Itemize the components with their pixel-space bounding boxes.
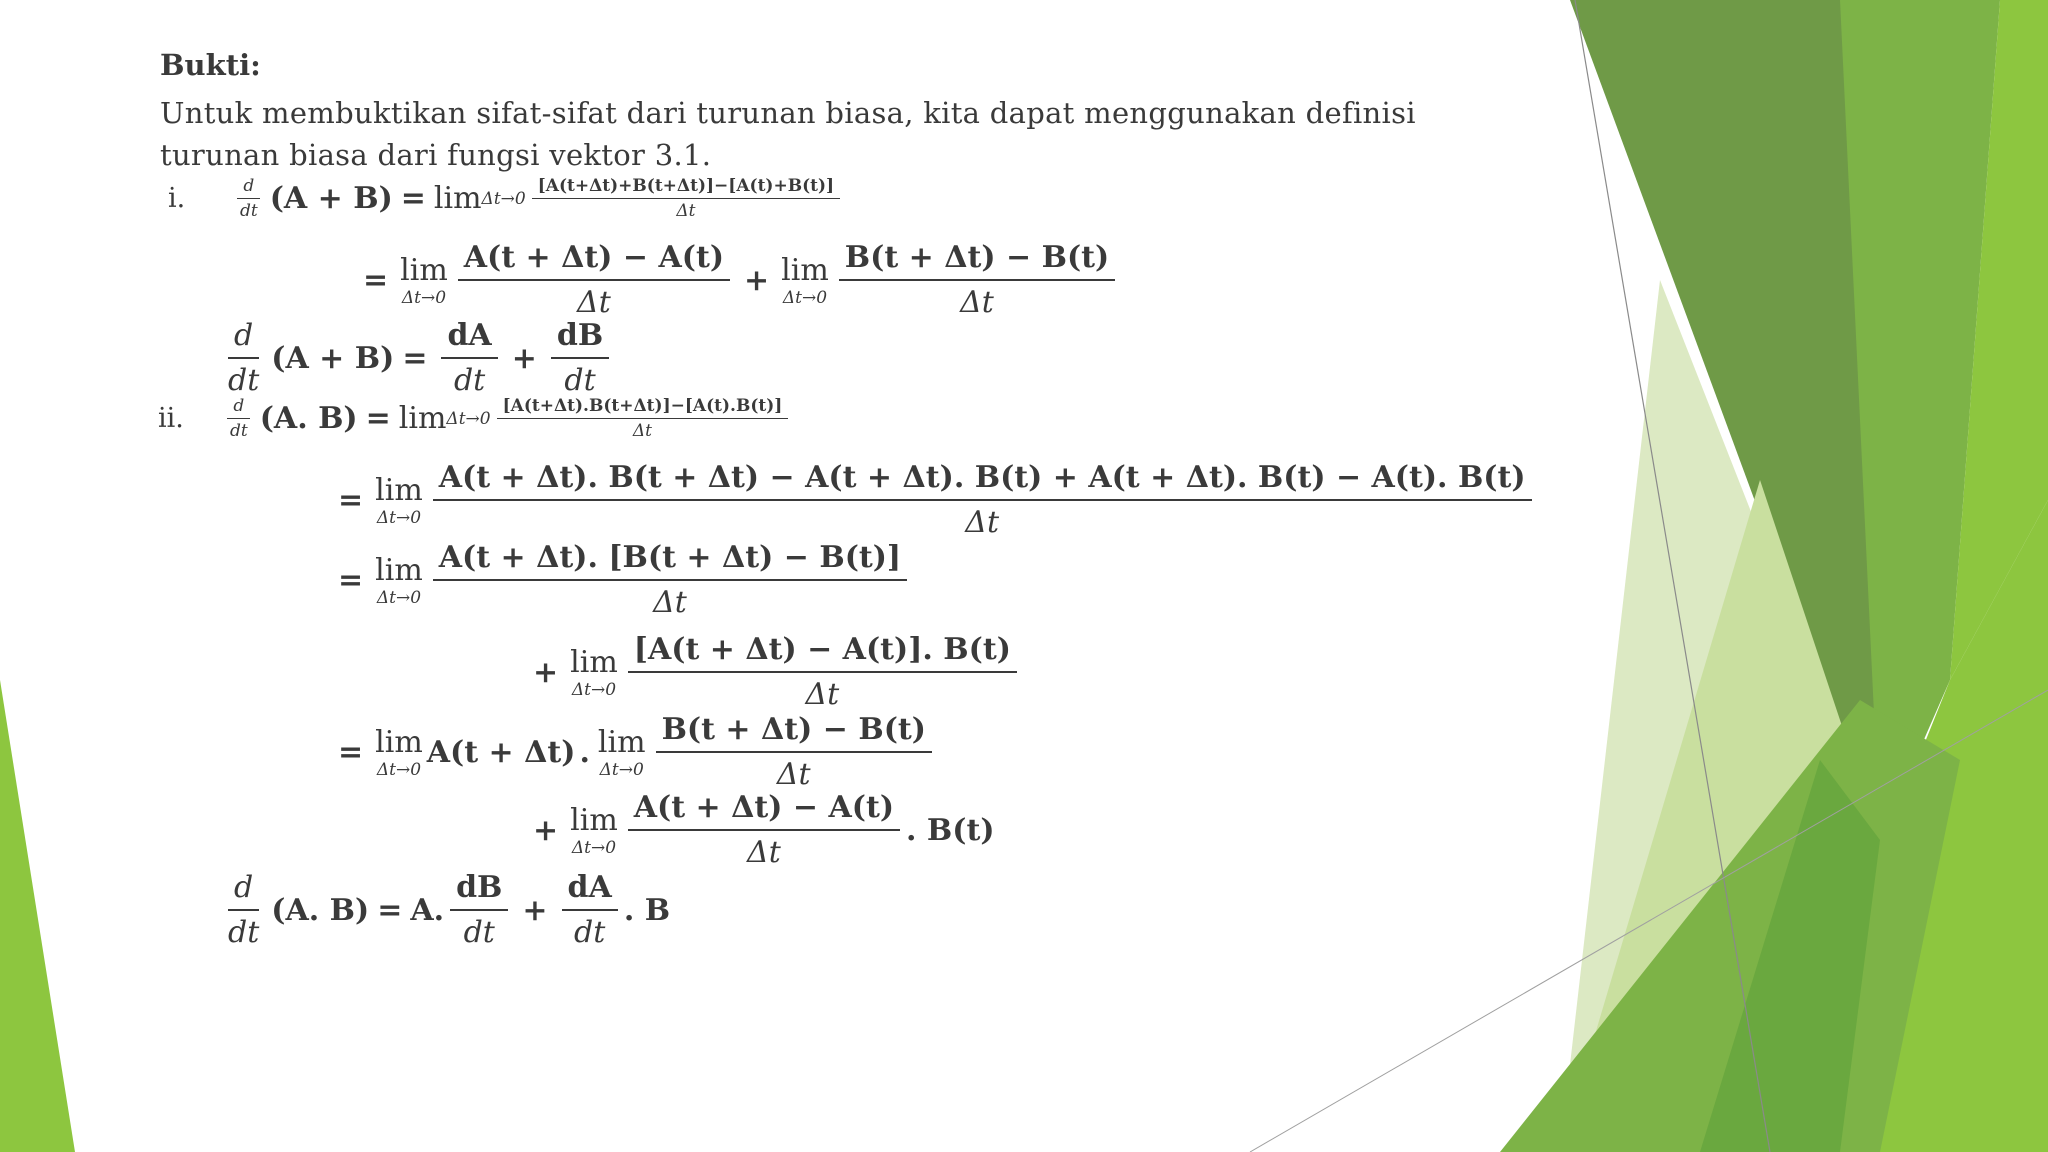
left-green-sliver: [0, 680, 75, 1152]
ii-long-quotient: A(t + Δt). B(t + Δt) − A(t + Δt). B(t) + A(t + Δt). B(t) − A(t). B(t) Δt: [433, 460, 1532, 540]
label-i: i.: [168, 183, 186, 214]
proof-ii-line-6: + lim Δt→0 $\frac{A(t + \Delta t) - A(t)}{\Delta t}$ . B(t): [533, 790, 995, 870]
proof-ii-result: $\frac{d}{dt}$ (A. B) = A. $\frac{dB}{dt}$ + $\frac{dA}{dt}$ . B: [228, 870, 671, 950]
slide-content: [160, 48, 1460, 176]
proof-i-line-1: i. $\frac{d}{dt}$ (A + B) = lim Δt→0 $\frac{[A(t+\Delta t)+B(t+\Delta t)]-[A(t)+B(t)]}{\Delta t}$: [168, 176, 846, 221]
proof-i-line-2: = lim Δt→0 $\frac{A(t + \Delta t) - A(t)}{\Delta t}$ + lim Δt→0 $\frac{B(t + \Delta t) - B(t)}{\Delta t}$: [355, 240, 1121, 320]
d-dt-fraction: $\frac{d}{dt}$: [234, 176, 264, 221]
A-difference-quotient: $\frac{A(t + \Delta t) - A(t)}{\Delta t}$: [458, 240, 730, 320]
label-ii: ii.: [158, 403, 184, 434]
limit: lim Δt→0: [781, 252, 829, 308]
proof-ii-line-4: + lim Δt→0 $\frac{[A(t + \Delta t) - A(t)]. B(t)}{\Delta t}$: [525, 632, 1023, 712]
proof-ii-line-3: = lim Δt→0 $\frac{A(t + \Delta t). [B(t + \Delta t) - B(t)]}{\Delta t}$: [330, 540, 913, 620]
proof-ii-line-5: = lim Δt→0 A(t + Δt) . lim Δt→0 $\frac{B(t + \Delta t) - B(t)}{\Delta t}$: [330, 712, 938, 792]
proof-heading: Bukti:: [160, 48, 261, 82]
ii-definition-fraction: $\frac{[A(t+\Delta t).B(t+\Delta t)]-[A(t).B(t)]}{\Delta t}$: [497, 396, 789, 441]
proof-ii-line-2: = lim Δt→0 A(t + Δt). B(t + Δt) − A(t + Δt). B(t) + A(t + Δt). B(t) − A(t). B(t) Δt: [330, 460, 1538, 540]
proof-i-result: $\frac{d}{dt}$ (A + B) = $\frac{dA}{dt}$ + $\frac{dB}{dt}$: [216, 318, 615, 398]
i-definition-fraction: $\frac{[A(t+\Delta t)+B(t+\Delta t)]-[A(t)+B(t)]}{\Delta t}$: [532, 176, 840, 221]
intro-paragraph: Untuk membuktikan sifat-sifat dari turunan biasa, kita dapat menggunakan definisi turunan biasa dari fungsi vektor 3.1.: [160, 96, 1416, 172]
proof-ii-line-1: ii. $\frac{d}{dt}$ (A. B) = lim Δt→0 $\frac{[A(t+\Delta t).B(t+\Delta t)]-[A(t).B(t)]}{\Delta t}$: [158, 396, 794, 441]
limit: lim Δt→0: [400, 252, 448, 308]
B-difference-quotient: $\frac{B(t + \Delta t) - B(t)}{\Delta t}$: [839, 240, 1115, 320]
